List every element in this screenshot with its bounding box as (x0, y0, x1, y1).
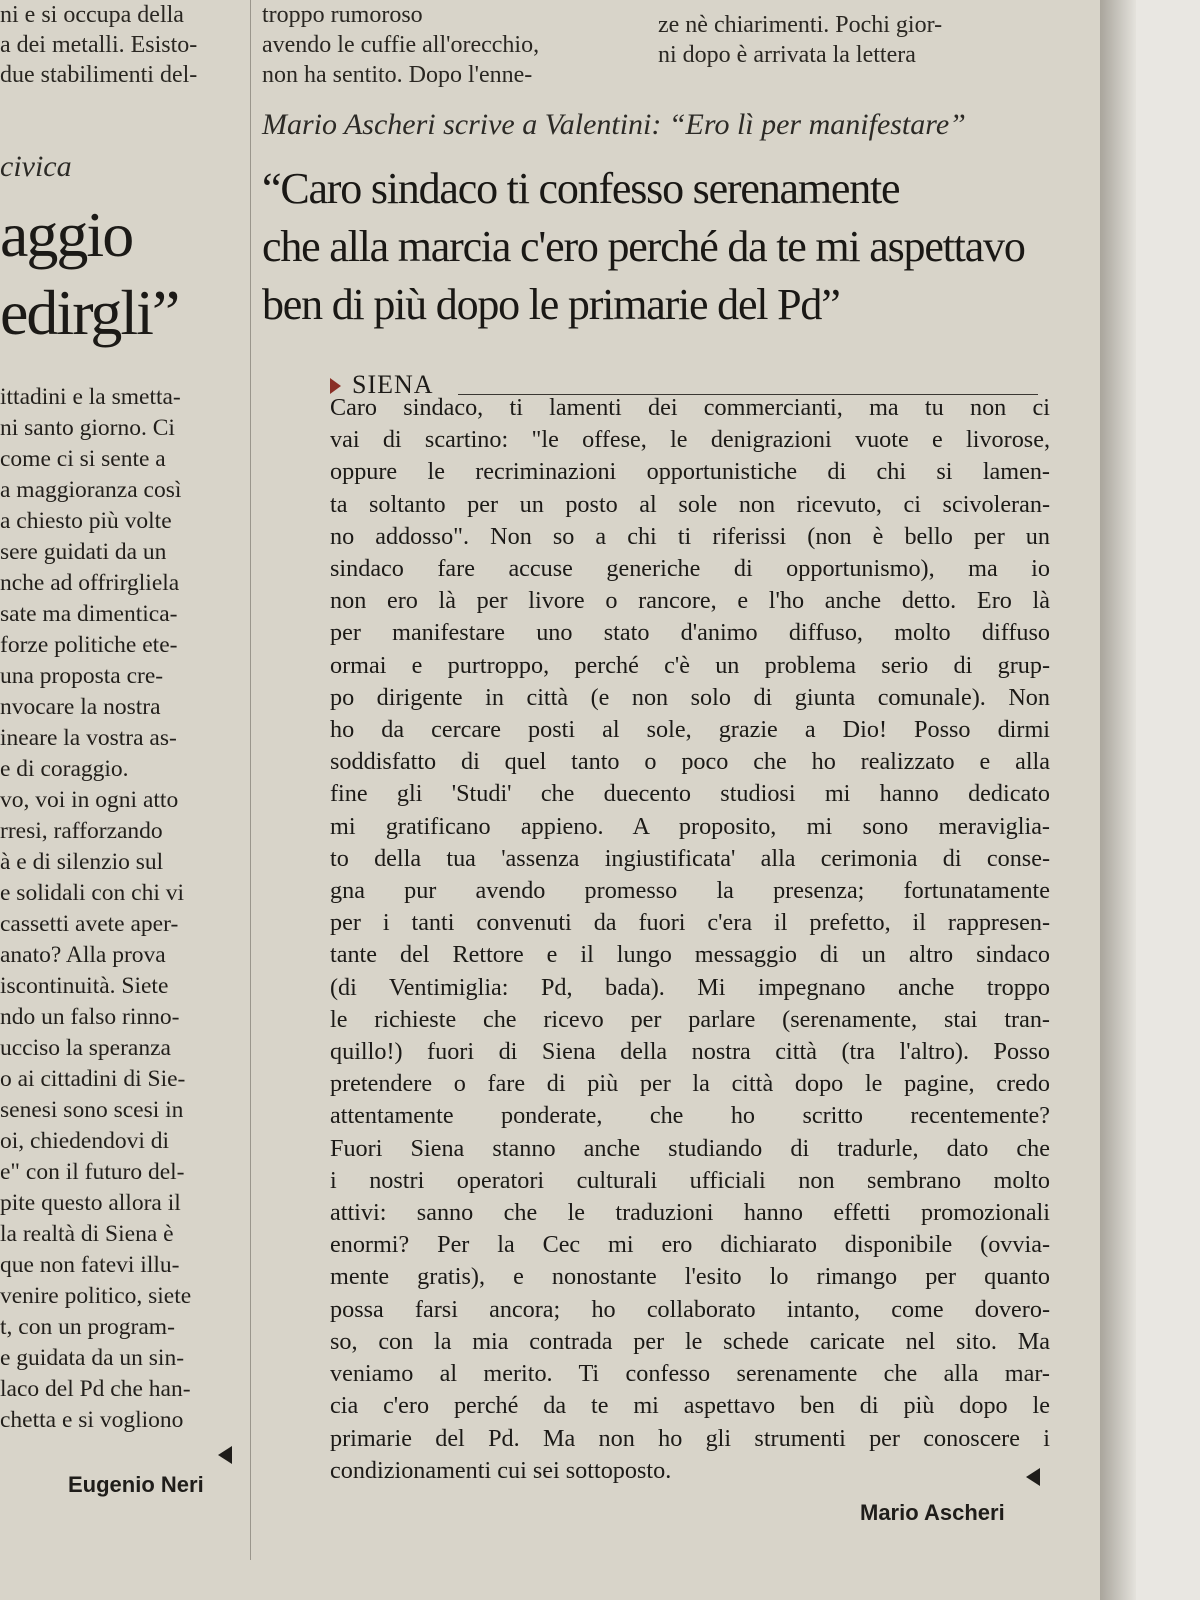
text-line: primarie del Pd. Ma non ho gli strumenti per conoscere i (330, 1424, 1050, 1452)
text-line: cassetti avete aper- (0, 911, 179, 937)
text-line: le richieste che ricevo per parlare (serenamente, stai tran- (330, 1005, 1050, 1033)
text-line: senesi sono scesi in (0, 1097, 184, 1123)
text-line: iscontinuità. Siete (0, 973, 169, 999)
text-line: mi gratificano appieno. A proposito, mi sono meraviglia- (330, 812, 1050, 840)
text-line: oppure le recriminazioni opportunistiche di chi si lamen- (330, 458, 1050, 486)
text-line: e di coraggio. (0, 756, 129, 782)
text-line: attentamente ponderate, che ho scritto recentemente? (330, 1102, 1050, 1130)
text-line: ta soltanto per un posto al sole non ricevuto, ci scivoleran- (330, 490, 1050, 518)
text-line: quillo!) fuori di Siena della nostra città (tra l'altro). Posso (330, 1038, 1050, 1066)
text-line: gna pur avendo promesso la presenza; fortunatamente (330, 877, 1050, 905)
text-line: venire politico, siete (0, 1283, 192, 1309)
headline-line: che alla marcia c'ero perché da te mi aspettavo (262, 222, 1025, 271)
text-line: come ci si sente a (0, 446, 166, 472)
text-line: enormi? Per la Cec mi ero dichiarato disponibile (ovvia- (330, 1231, 1050, 1259)
page-fold-shadow (1100, 0, 1136, 1600)
text-line: una proposta cre- (0, 663, 164, 689)
next-page-edge (1136, 0, 1200, 1600)
text-line: pretendere o fare di più per la città dopo le pagine, credo (330, 1070, 1050, 1098)
text-line: chetta e si vogliono (0, 1407, 184, 1433)
text-line: que non fatevi illu- (0, 1252, 180, 1278)
text-line: nvocare la nostra (0, 694, 161, 720)
text-line: soddisfatto di quel tanto o poco che ho realizzato e alla (330, 748, 1050, 776)
text-line: pite questo allora il (0, 1190, 181, 1216)
text-line: sere guidati da un (0, 539, 167, 565)
text-line: sindaco fare accuse generiche di opportunismo), ma io (330, 555, 1050, 583)
text-line: so, con la mia contrada per le schede caricate nel sito. Ma (330, 1327, 1050, 1355)
text-line: non ha sentito. Dopo l'enne- (262, 62, 533, 88)
left-article-body (0, 382, 236, 1436)
text-line: o ai cittadini di Sie- (0, 1066, 186, 1092)
text-line: ucciso la speranza (0, 1035, 171, 1061)
text-line: Fuori Siena stanno anche studiando di tradurle, dato che (330, 1134, 1050, 1162)
text-line: ndo un falso rinno- (0, 1004, 180, 1030)
text-line: ni dopo è arrivata la lettera (658, 42, 916, 68)
top-fragment-middle (262, 0, 539, 90)
headline-line: edirgli” (0, 277, 179, 348)
end-mark-icon (1026, 1468, 1040, 1486)
text-line: ze nè chiarimenti. Pochi gior- (658, 12, 943, 38)
text-line: anato? Alla prova (0, 942, 166, 968)
column-divider (250, 0, 251, 1560)
text-line: per i tanti convenuti da fuori c'era il prefetto, il rappresen- (330, 909, 1050, 937)
left-article-headline (0, 196, 178, 352)
text-line: vo, voi in ogni atto (0, 787, 179, 813)
text-line: a chiesto più volte (0, 508, 172, 534)
end-mark-icon (218, 1446, 232, 1464)
text-line: to della tua 'assenza ingiustificata' alla cerimonia di conse- (330, 844, 1050, 872)
headline-line: aggio (0, 199, 133, 270)
headline-line: “Caro sindaco ti confesso serenamente (262, 164, 900, 213)
text-line: ni santo giorno. Ci (0, 415, 175, 441)
text-line: a maggioranza così (0, 477, 182, 503)
left-article-kicker: civica (0, 150, 72, 183)
text-line: oi, chiedendovi di (0, 1128, 170, 1154)
text-line: condizionamenti cui sei sottoposto. (330, 1456, 672, 1484)
text-line: po dirigente in città (e non solo di giunta comunale). Non (330, 683, 1050, 711)
left-article-author: Eugenio Neri (68, 1472, 204, 1497)
text-line: vai di scartino: "le offese, le denigrazioni vuote e livorose, (330, 426, 1050, 454)
text-line: ittadini e la smetta- (0, 384, 181, 410)
text-line: rresi, rafforzando (0, 818, 163, 844)
text-line: troppo rumoroso (262, 2, 423, 28)
article-kicker: Mario Ascheri scrive a Valentini: “Ero lì per manifestare” (262, 108, 966, 141)
text-line: tante del Rettore e il lungo messaggio di un altro sindaco (330, 941, 1050, 969)
dateline: SIENA (352, 370, 434, 399)
text-line: ormai e purtroppo, perché c'è un problema serio di grup- (330, 651, 1050, 679)
article-headline (262, 160, 1025, 334)
text-line: ineare la vostra as- (0, 725, 177, 751)
text-line: sate ma dimentica- (0, 601, 178, 627)
text-line: a dei metalli. Esisto- (0, 32, 198, 58)
text-line: due stabilimenti del- (0, 62, 198, 88)
text-line: veniamo al merito. Ti confesso serenamente che alla mar- (330, 1360, 1050, 1388)
top-fragment-left (0, 0, 197, 90)
text-line: e solidali con chi vi (0, 880, 185, 906)
text-line: cia c'ero perché da te mi aspettavo ben di più dopo le (330, 1392, 1050, 1420)
article-author: Mario Ascheri (860, 1500, 1005, 1525)
text-line: non ero là per livore o rancore, e l'ho anche detto. Ero là (330, 587, 1050, 615)
text-line: nche ad offrirgliela (0, 570, 180, 596)
text-line: Caro sindaco, ti lamenti dei commercianti, ma tu non ci (330, 394, 1050, 421)
text-line: attivi: sanno che le traduzioni hanno effetti promozionali (330, 1199, 1050, 1227)
text-line: e" con il futuro del- (0, 1159, 185, 1185)
text-line: e guidata da un sin- (0, 1345, 185, 1371)
text-line: mente gratis), e nonostante l'esito lo rimango per quanto (330, 1263, 1050, 1291)
text-line: possa farsi ancora; ho collaborato intanto, come dovero- (330, 1295, 1050, 1323)
headline-line: ben di più dopo le primarie del Pd” (262, 280, 840, 329)
article-body (330, 392, 1050, 1487)
text-line: avendo le cuffie all'orecchio, (262, 32, 540, 58)
text-line: ni e si occupa della (0, 2, 184, 28)
text-line: t, con un program- (0, 1314, 175, 1340)
text-line: la realtà di Siena è (0, 1221, 174, 1247)
text-line: per manifestare uno stato d'animo diffuso, molto diffuso (330, 619, 1050, 647)
text-line: i nostri operatori culturali ufficiali non sembrano molto (330, 1166, 1050, 1194)
text-line: ho da cercare posti al sole, grazie a Dio! Posso dirmi (330, 716, 1050, 744)
top-fragment-right (658, 10, 942, 70)
text-line: fine gli 'Studi' che duecento studiosi mi hanno dedicato (330, 780, 1050, 808)
text-line: forze politiche ete- (0, 632, 178, 658)
text-line: (di Ventimiglia: Pd, bada). Mi impegnano anche troppo (330, 973, 1050, 1001)
text-line: laco del Pd che han- (0, 1376, 191, 1402)
text-line: à e di silenzio sul (0, 849, 164, 875)
text-line: no addosso". Non so a chi ti riferissi (non è bello per un (330, 522, 1050, 550)
